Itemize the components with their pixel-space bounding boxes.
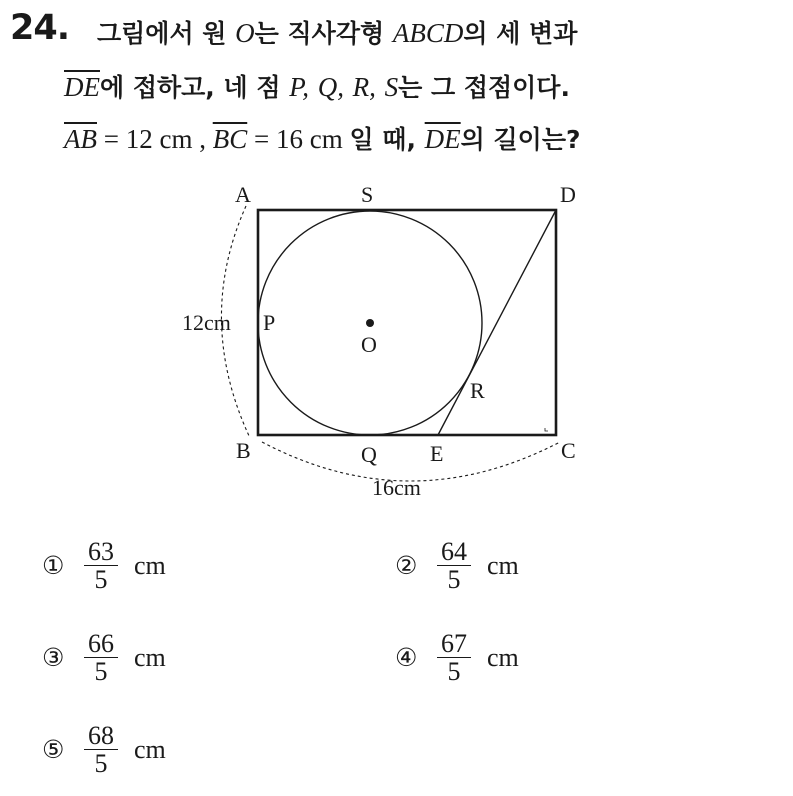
label-b: B bbox=[236, 438, 251, 463]
label-side-bc: 16cm bbox=[372, 475, 421, 500]
fraction bbox=[84, 630, 118, 686]
denominator: 5 bbox=[94, 565, 108, 595]
choice-marker: ② bbox=[395, 551, 418, 581]
math-s: S bbox=[384, 72, 399, 102]
right-angle-mark bbox=[545, 428, 548, 431]
math-ab-value: = 12 cm , bbox=[97, 124, 213, 154]
math-abcd: ABCD bbox=[392, 18, 464, 48]
label-d: D bbox=[560, 182, 576, 207]
segment-de: $\overline{DE}$ bbox=[64, 72, 100, 102]
label-q: Q bbox=[361, 442, 377, 467]
fraction bbox=[437, 630, 471, 686]
choice-5[interactable] bbox=[42, 722, 166, 778]
numerator: 68 bbox=[84, 722, 118, 750]
question-text: 는 그 접점이다. bbox=[398, 73, 570, 102]
question-text: 의 세 변과 bbox=[463, 19, 578, 48]
question-line-3 bbox=[64, 120, 580, 156]
numerator: 67 bbox=[437, 630, 471, 658]
denominator: 5 bbox=[94, 657, 108, 687]
denominator: 5 bbox=[447, 565, 461, 595]
unit: cm bbox=[487, 550, 519, 580]
question-text: 그림에서 원 bbox=[97, 19, 236, 48]
choice-1[interactable] bbox=[42, 538, 166, 594]
unit: cm bbox=[134, 550, 166, 580]
question-line-1 bbox=[97, 14, 577, 50]
denominator: 5 bbox=[447, 657, 461, 687]
label-e: E bbox=[430, 441, 444, 466]
choice-3[interactable] bbox=[42, 630, 166, 686]
unit: cm bbox=[134, 642, 166, 672]
math-o: O bbox=[235, 18, 255, 48]
choice-marker: ① bbox=[42, 551, 65, 581]
question-text: 의 길이는? bbox=[460, 125, 581, 154]
fraction bbox=[437, 538, 471, 594]
denominator: 5 bbox=[94, 749, 108, 779]
math-bc-value: = 16 cm bbox=[247, 124, 350, 154]
label-s: S bbox=[361, 182, 374, 207]
geometry-figure bbox=[150, 175, 610, 505]
segment-ab: $\overline{AB}$ bbox=[64, 124, 97, 154]
question-text: 일 때, bbox=[349, 125, 425, 154]
question-text: 는 직사각형 bbox=[254, 19, 393, 48]
math-q: Q, bbox=[317, 72, 344, 102]
numerator: 64 bbox=[437, 538, 471, 566]
segment-bc: $\overline{BC}$ bbox=[212, 124, 248, 154]
choice-marker: ③ bbox=[42, 643, 65, 673]
question-number: 24. bbox=[10, 8, 70, 48]
question-line-2 bbox=[64, 68, 570, 104]
label-a: A bbox=[235, 182, 251, 207]
label-r: R bbox=[470, 378, 485, 403]
choice-2[interactable] bbox=[395, 538, 519, 594]
math-r: R, bbox=[352, 72, 376, 102]
center-dot bbox=[366, 319, 374, 327]
segment-de-line bbox=[438, 210, 556, 435]
choice-4[interactable] bbox=[395, 630, 519, 686]
question-text: 에 접하고, 네 점 bbox=[100, 73, 290, 102]
unit: cm bbox=[134, 734, 166, 764]
numerator: 63 bbox=[84, 538, 118, 566]
unit: cm bbox=[487, 642, 519, 672]
label-p: P bbox=[263, 310, 276, 335]
math-p: P, bbox=[289, 72, 309, 102]
segment-de: $\overline{DE}$ bbox=[424, 124, 461, 154]
fraction bbox=[84, 722, 118, 778]
label-o: O bbox=[361, 332, 377, 357]
numerator: 66 bbox=[84, 630, 118, 658]
choice-marker: ④ bbox=[395, 643, 418, 673]
choice-marker: ⑤ bbox=[42, 735, 65, 765]
rectangle-abcd bbox=[258, 210, 556, 435]
label-side-ab: 12cm bbox=[182, 310, 231, 335]
fraction bbox=[84, 538, 118, 594]
label-c: C bbox=[561, 438, 576, 463]
